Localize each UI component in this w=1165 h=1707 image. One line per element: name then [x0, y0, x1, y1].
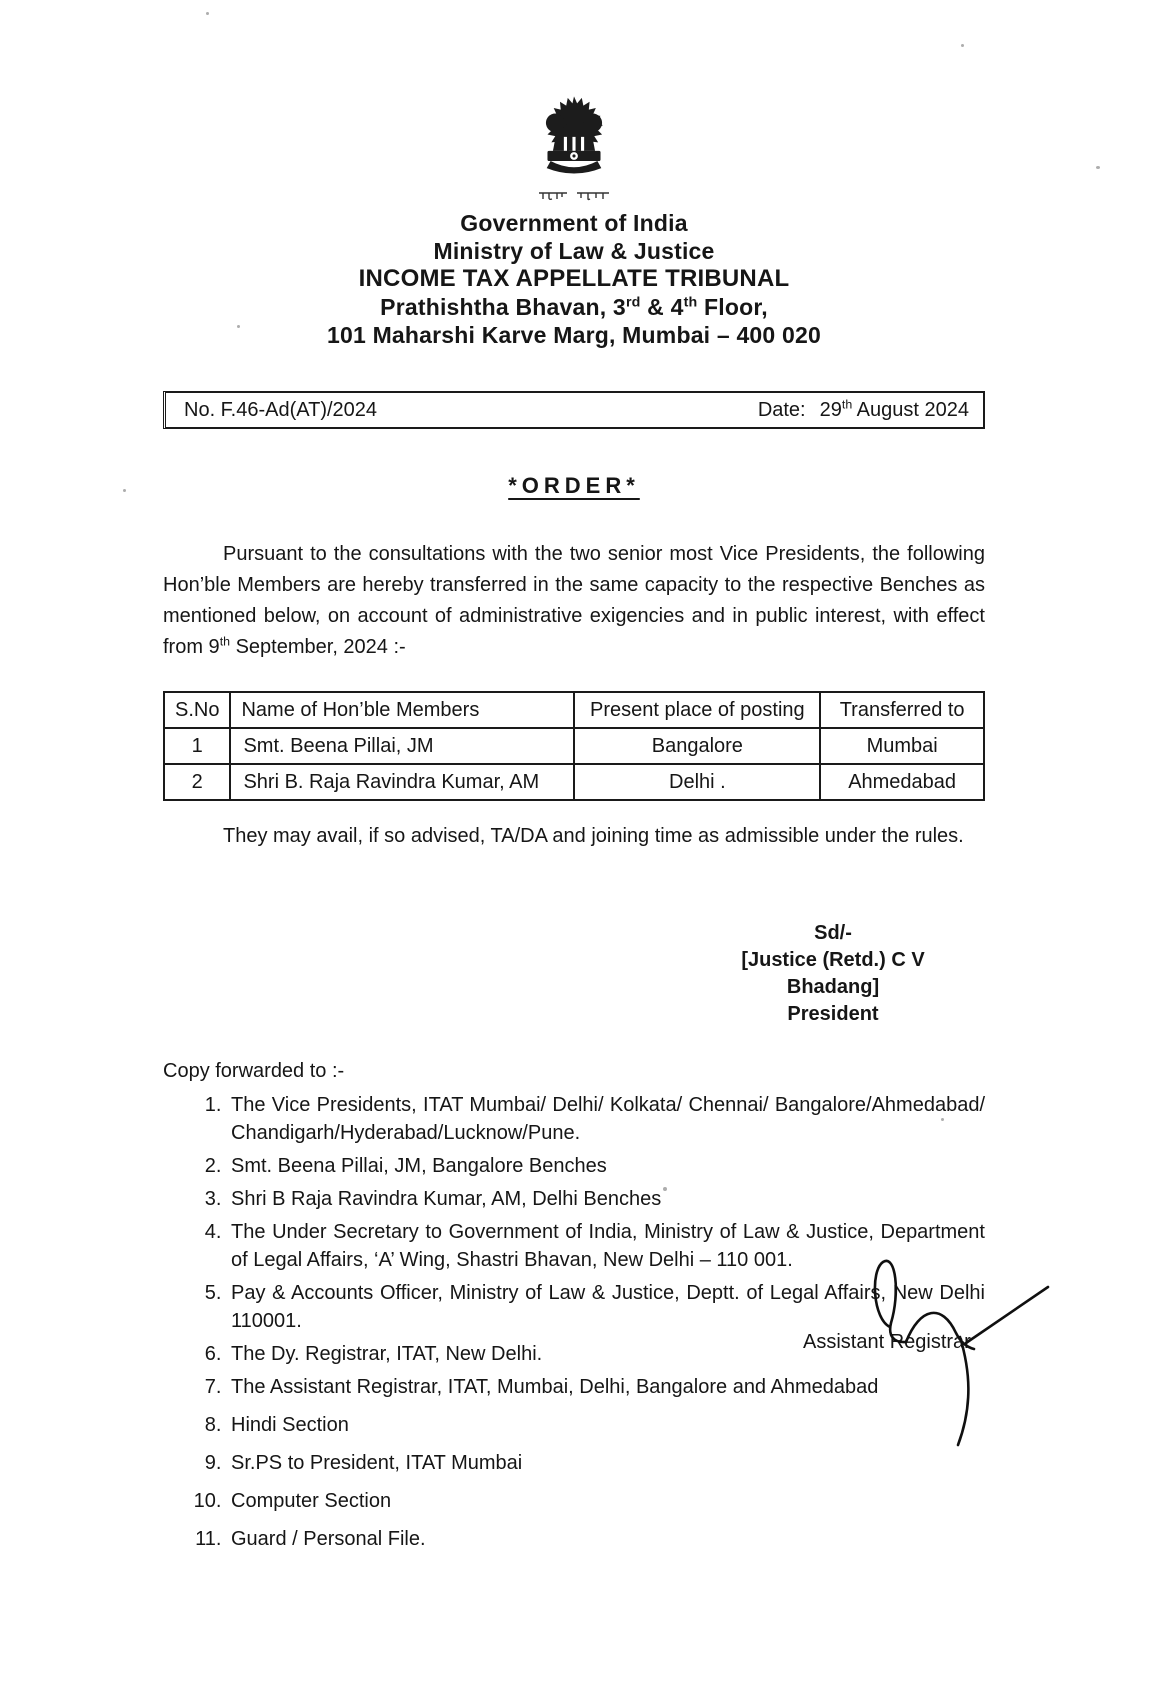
copy-item: 11. Guard / Personal File.: [227, 1525, 985, 1553]
cell-transferred-to: Ahmedabad: [820, 764, 984, 800]
signature-block: [693, 920, 973, 1028]
signatory-designation: President: [787, 1003, 879, 1025]
copy-item: 7. The Assistant Registrar, ITAT, Mumbai, Delhi, Bangalore and Ahmedabad: [227, 1373, 985, 1401]
copy-item: 3. Shri B Raja Ravindra Kumar, AM, Delhi Benches: [227, 1185, 985, 1213]
transfer-table: [163, 691, 985, 801]
scan-speck: [206, 12, 209, 15]
copy-item: 2. Smt. Beena Pillai, JM, Bangalore Benches: [227, 1152, 985, 1180]
header-line-government: Government of India: [460, 210, 688, 236]
sd-line: Sd/-: [814, 922, 852, 944]
table-header-present-posting: Present place of posting: [574, 692, 820, 728]
table-header-row: [164, 692, 984, 728]
copy-item: 4. The Under Secretary to Government of India, Ministry of Law & Justice, Department of Legal Affairs, ‘A’ Wing, Shastri Bhavan, New Delhi – 110 001.: [227, 1218, 985, 1274]
header-line-ministry: Ministry of Law & Justice: [433, 238, 715, 264]
emblem: [163, 96, 985, 201]
avail-note: They may avail, if so advised, TA/DA and joining time as admissible under the rules.: [223, 825, 964, 847]
cell-present-posting: Bangalore: [574, 728, 820, 764]
copy-forwarded-heading: Copy forwarded to :-: [163, 1060, 345, 1082]
copy-item: 6. The Dy. Registrar, ITAT, New Delhi.: [227, 1340, 985, 1368]
scan-speck: [237, 325, 240, 328]
footer-signature: [770, 1245, 1110, 1455]
cell-sno: 1: [164, 728, 230, 764]
cell-transferred-to: Mumbai: [820, 728, 984, 764]
reference-box: [163, 391, 985, 429]
header-line-building: Prathishtha Bhavan, 3rd & 4th Floor,: [380, 294, 768, 320]
order-paragraph: Pursuant to the consultations with the two senior most Vice Presidents, the following Hon’ble Members are hereby transferred in the same capacity to the respective Benches as mentioned below, on account of administrative exigencies and in public interest, with effect from 9th September, 2024 :-: [163, 543, 985, 658]
copy-item: 1. The Vice Presidents, ITAT Mumbai/ Delhi/ Kolkata/ Chennai/ Bangalore/Ahmedabad/ Chandigarh/Hyderabad/Lucknow/Pune.: [227, 1091, 985, 1147]
scan-speck: [941, 1118, 944, 1121]
copy-item: 9. Sr.PS to President, ITAT Mumbai: [227, 1449, 985, 1477]
emblem-motto: [535, 191, 613, 201]
scan-speck: [1096, 166, 1100, 169]
table-row: [164, 764, 984, 800]
table-header-sno: S.No: [164, 692, 230, 728]
scan-speck: [663, 1187, 667, 1191]
header-line-tribunal: INCOME TAX APPELLATE TRIBUNAL: [358, 265, 790, 292]
cell-sno: 2: [164, 764, 230, 800]
copy-item: 10. Computer Section: [227, 1487, 985, 1515]
date-label: Date:: [757, 398, 806, 421]
cell-member-name: Shri B. Raja Ravindra Kumar, AM: [230, 764, 574, 800]
header-line-address: 101 Maharshi Karve Marg, Mumbai – 400 020: [327, 322, 821, 348]
copy-item: 8. Hindi Section: [227, 1411, 985, 1439]
order-title: *ORDER*: [508, 473, 640, 498]
copy-item: 5. Pay & Accounts Officer, Ministry of Law & Justice, Deptt. of Legal Affairs, New Delhi 110001.: [227, 1279, 985, 1335]
scan-speck: [961, 44, 964, 47]
cell-member-name: Smt. Beena Pillai, JM: [230, 728, 574, 764]
ashoka-emblem-icon: [535, 96, 613, 184]
scan-speck: [123, 489, 126, 492]
cell-present-posting: Delhi .: [574, 764, 820, 800]
signatory-name: [Justice (Retd.) C V Bhadang]: [741, 949, 925, 998]
table-header-name: Name of Hon’ble Members: [230, 692, 574, 728]
reference-date: Date: 29th August 2024: [757, 396, 969, 421]
reference-number: No. F.46-Ad(AT)/2024: [184, 398, 378, 421]
assistant-registrar-label: Assistant Registrar: [803, 1331, 971, 1353]
table-header-transferred-to: Transferred to: [820, 692, 984, 728]
table-row: [164, 728, 984, 764]
